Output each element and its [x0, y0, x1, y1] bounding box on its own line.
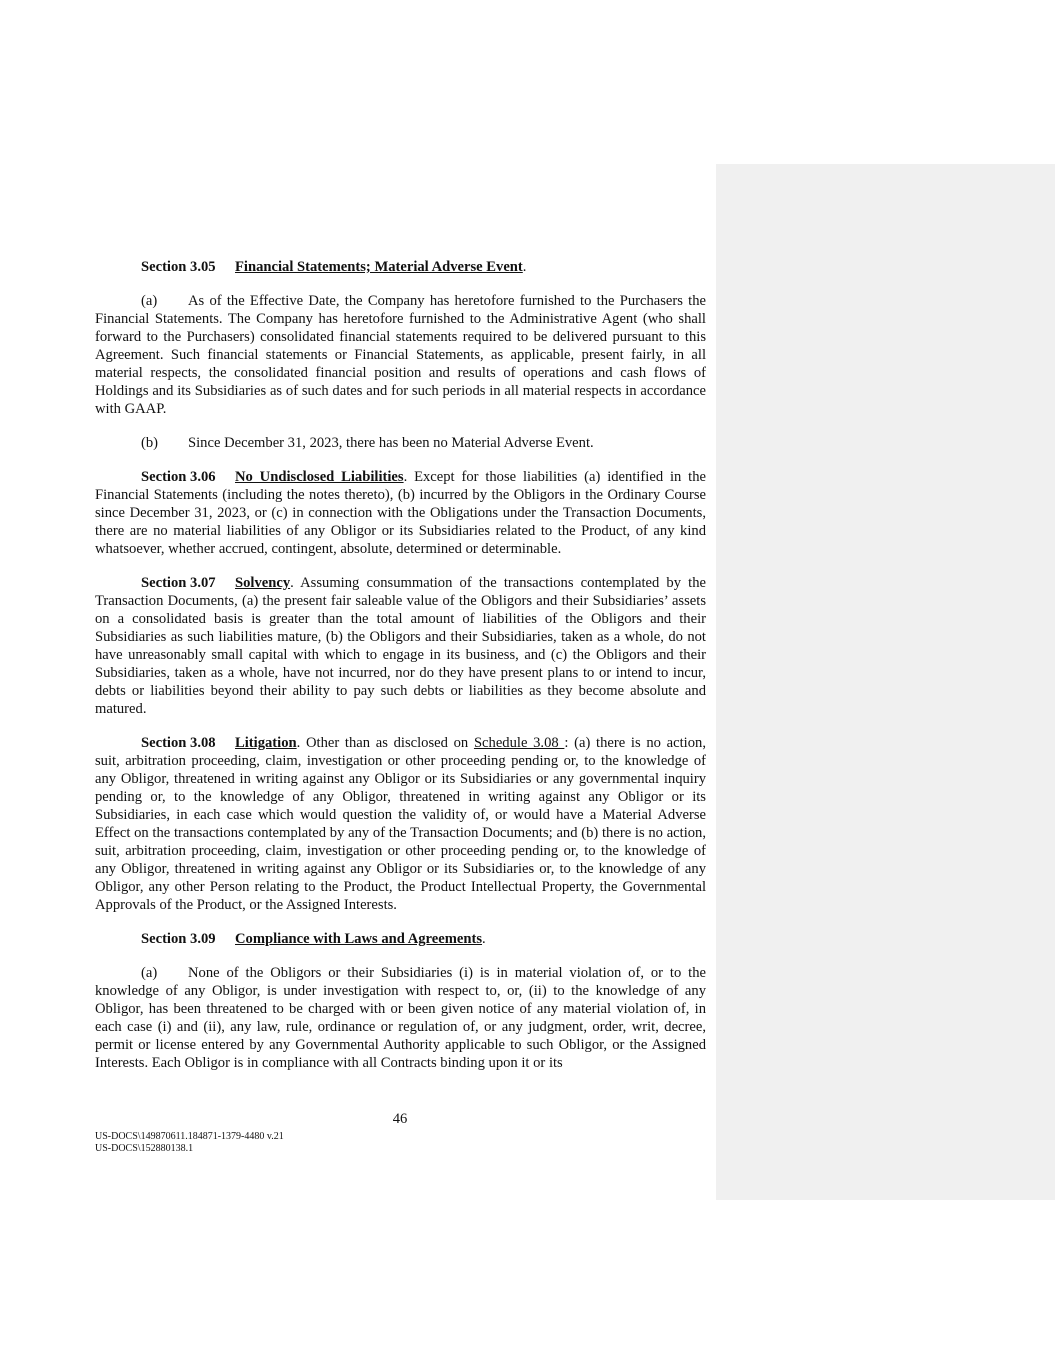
comment-pane — [716, 164, 1055, 1200]
section-number: Section 3.09 — [141, 931, 216, 947]
section-title: Financial Statements; Material Adverse Event — [235, 259, 523, 275]
schedule-reference[interactable]: Schedule 3.08 — [473, 735, 565, 751]
section-3-09-heading — [95, 930, 706, 948]
document-footer — [95, 1131, 284, 1155]
footer-doc-id-1: US-DOCS\149870611.184871-1379-4480 v.21 — [95, 1131, 284, 1142]
section-number: Section 3.05 — [141, 259, 216, 275]
section-number: Section 3.07 — [141, 575, 216, 591]
subsection-label: (a) — [141, 965, 158, 981]
footer-doc-id-2: US-DOCS\152880138.1 — [95, 1143, 194, 1154]
section-title: Litigation — [235, 735, 297, 751]
section-number: Section 3.08 — [141, 735, 216, 751]
section-3-09-a-paragraph — [95, 964, 706, 1072]
section-3-07-paragraph — [95, 574, 706, 718]
section-number: Section 3.06 — [141, 469, 216, 485]
section-3-08-paragraph — [95, 734, 706, 914]
section-title-period: . — [522, 259, 527, 275]
section-3-06-paragraph — [95, 468, 706, 558]
subsection-label: (a) — [141, 293, 158, 309]
document-body — [95, 258, 706, 1088]
paragraph-text: None of the Obligors or their Subsidiaries (i) is in material violation of, or to the knowledge of any Obligor, is under investigation with respect to, or, (ii) to the knowledge of any Obligor, has been threatened to be charged with or been given notice of any material violation of, in each case (i) and (ii), any law, rule, ordinance or regulation of, or any judgment, order, writ, decree, permit or license entered by any Governmental Authority applicable to such Obligor, or the Assigned Interests. Each Obligor is in compliance with all Contracts binding upon it or its — [95, 965, 706, 1071]
section-3-05-b-paragraph — [95, 434, 706, 452]
section-title: Solvency — [235, 575, 291, 591]
paragraph-text: . Assuming consummation of the transactions contemplated by the Transaction Documents, (a) the present fair saleable value of the Obligors and their Subsidiaries’ assets on a consolidated basis is greater than the total amount of liabilities of the Obligors and their Subsidiaries as such liabilities mature, (b) the Obligors and their Subsidiaries, taken as a whole, do not have unreasonably small capital with which to engage in its business, and (c) the Obligors and their Subsidiaries, taken as a whole, have not incurred, nor do they have present plans to or intend to incur, debts or liabilities beyond their ability to pay such debts or liabilities as they become absolute and matured. — [95, 575, 706, 717]
paragraph-text: : (a) there is no action, suit, arbitration proceeding, claim, investigation or other proceeding pending or, to the knowledge of any Obligor, threatened in writing against any Obligor or its Subsidiaries or any governmental inquiry pending or, to the knowledge of any Obligor, threatened in writing against any Obligor or its Subsidiaries, in each case which would question the validity of, or would have a Material Adverse Effect on the transactions contemplated by any of the Transaction Documents; and (b) there is no action, suit, arbitration proceeding, claim, investigation or other proceeding pending or, to the knowledge of any Obligor, threatened in writing against any Obligor or its Subsidiaries or, to the knowledge of any Obligor, any other Person relating to the Product, the Product Intellectual Property, the Governmental Approvals of the Product, or the Assigned Interests. — [95, 735, 706, 913]
paragraph-text: . Except for those liabilities (a) identified in the Financial Statements (including the notes thereto), (b) incurred by the Obligors in the Ordinary Course since December 31, 2023, or (c) in connection with the Obligations under the Transaction Documents, there are no material liabilities of any Obligor or its Subsidiaries related to the Product, of any kind whatsoever, whether accrued, contingent, absolute, determined or determinable. — [95, 469, 706, 557]
section-title: No Undisclosed Liabilities — [235, 469, 404, 485]
paragraph-text: Since December 31, 2023, there has been no Material Adverse Event. — [188, 435, 594, 451]
page-number: 46 — [392, 1111, 408, 1127]
section-title: Compliance with Laws and Agreements — [235, 931, 483, 947]
section-title-period: . — [482, 931, 486, 947]
paragraph-text: As of the Effective Date, the Company has heretofore furnished to the Purchasers the Financial Statements. The Company has heretofore furnished to the Administrative Agent (who shall forward to the Purchasers) consolidated financial statements required to be delivered pursuant to this Agreement. Such financial statements or Financial Statements, as applicable, present fairly, in all material respects, the consolidated financial position and results of operations and cash flows of Holdings and its Subsidiaries as of such dates and for such periods in all material respects in accordance with GAAP. — [95, 293, 706, 417]
subsection-label: (b) — [141, 435, 159, 451]
section-3-05-heading — [95, 258, 706, 276]
paragraph-text: . Other than as disclosed on — [296, 735, 474, 751]
section-3-05-a-paragraph — [95, 292, 706, 418]
